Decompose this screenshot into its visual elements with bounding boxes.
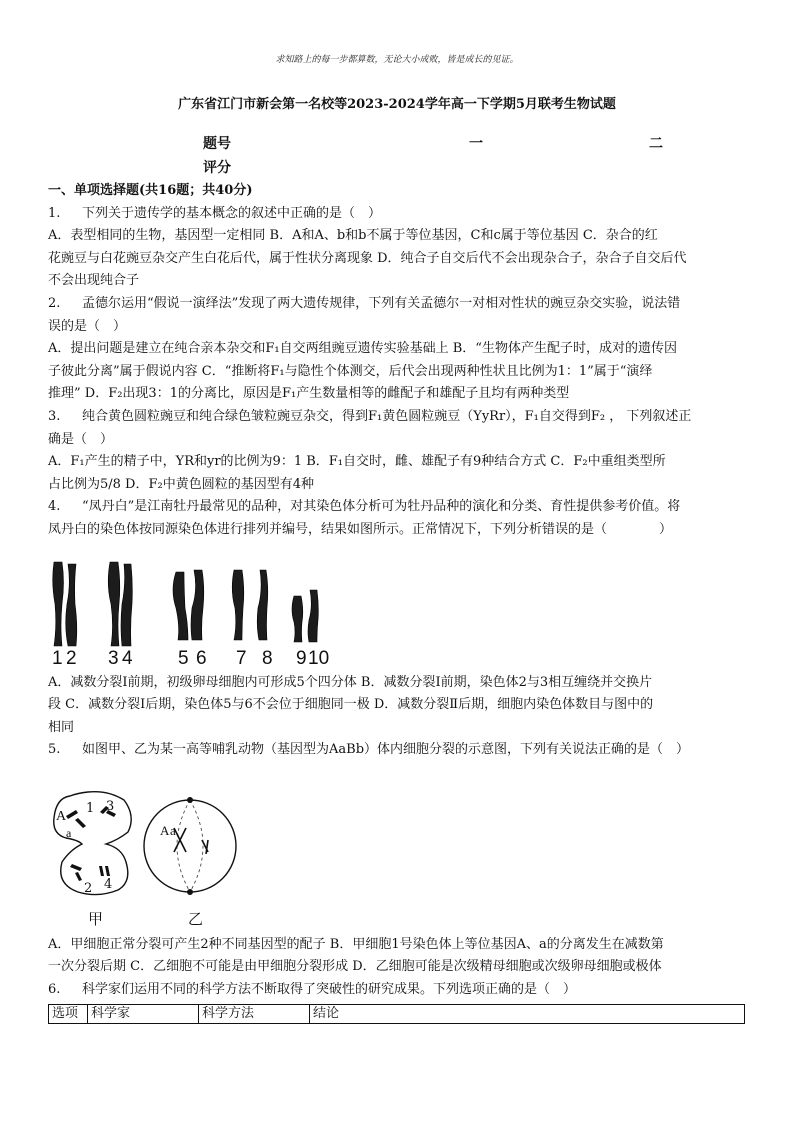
score-col-2: 二 — [649, 136, 663, 152]
cell-diagram — [48, 788, 248, 938]
chromosome-label: 7 — [236, 647, 247, 669]
chromosome-label: 9 — [296, 647, 307, 669]
karyotype-figure — [48, 542, 748, 672]
question-1-options: 不会出现纯合子 — [48, 273, 140, 289]
question-number: 6. — [48, 982, 61, 998]
question-3-options: 占比例为5/8 D．F₂中黄色圆粒的基因型有4种 — [48, 476, 314, 492]
question-4-options: A．减数分裂Ⅰ前期，初级卵母细胞内可形成5个四分体 B．减数分裂Ⅰ前期，染色体2与3相互缠绕并交换片 — [48, 674, 653, 690]
question-number: 5. — [48, 742, 61, 758]
chromosome-6 — [191, 570, 204, 640]
table-header-cell: 科学方法 — [199, 1004, 310, 1023]
chromosome-number-2: 2 — [84, 880, 93, 896]
question-text: “凤丹白”是江南牡丹最常见的品种，对其染色体分析可为牡丹品种的演化和分类、育性提供参考价值。将 — [82, 499, 681, 515]
question-1-options: A．表型相同的生物，基因型一定相同 B．A和A、b和b不属于等位基因，C和c属于等位基因 C．杂合的红 — [48, 228, 658, 244]
score-row-label: 评分 — [203, 160, 231, 176]
chromosome-label: 2 — [66, 647, 77, 669]
question-3-stem — [48, 406, 748, 429]
table-header-cell: 科学家 — [88, 1004, 199, 1023]
chromosome-number-4: 4 — [104, 876, 113, 892]
chromosome-number-3: 3 — [106, 798, 115, 814]
chromosome-label: 1 — [52, 647, 63, 669]
page-title: 广东省江门市新会第一名校等2023-2024学年高一下学期5月联考生物试题 — [178, 97, 616, 112]
cell-yi-chromosomes — [174, 828, 208, 854]
chromosome-label: 3 — [108, 647, 119, 669]
question-number: 2. — [48, 295, 61, 311]
question-5-options: 一次分裂后期 C．乙细胞不可能是由甲细胞分裂形成 D．乙细胞可能是次级精母细胞或次级卵母细胞或极体 — [48, 959, 662, 975]
table-header-row — [49, 1004, 745, 1023]
chromosome-label: 8 — [262, 647, 273, 669]
chromosome-number-1: 1 — [86, 800, 95, 816]
chromosome-9 — [292, 596, 303, 642]
gene-label-A-yi: A — [160, 822, 170, 838]
answer-options-table — [48, 1004, 745, 1024]
question-2-options: A．提出问题是建立在纯合亲本杂交和F₁自交两组豌豆遗传实验基础上 B．“生物体产生配子时，成对的遗传因 — [48, 341, 677, 357]
question-4-options: 相同 — [48, 719, 75, 735]
question-text: 如图甲、乙为某一高等哺乳动物（基因型为AaBb）体内细胞分裂的示意图，下列有关说法正确的是（ ） — [82, 742, 690, 758]
score-col-1: 一 — [469, 136, 483, 152]
chromosome-1 — [53, 562, 64, 646]
figure-label-yi: 乙 — [188, 909, 204, 928]
chromosome-label: 5 — [178, 647, 189, 669]
question-6-stem — [48, 979, 748, 1002]
motto: 求知路上的每一步都算数，无论大小成败，皆是成长的见证。 — [275, 55, 519, 65]
gene-label-a-yi: a — [170, 822, 176, 838]
score-col-label: 题号 — [203, 136, 231, 152]
gene-label-A: A — [56, 808, 67, 824]
question-5-options: A．甲细胞正常分裂可产生2种不同基因型的配子 B．甲细胞1号染色体上等位基因A、a的分离发生在减数第 — [48, 936, 664, 952]
question-number: 3. — [48, 408, 61, 424]
question-text: 下列关于遗传学的基本概念的叙述中正确的是（ ） — [82, 205, 382, 221]
cell-yi-outline — [144, 800, 236, 892]
question-1-options: 花豌豆与白花豌豆杂交产生白花后代，属于性状分离现象 D．纯合子自交后代不会出现杂合子，杂合子自交后代 — [48, 250, 687, 266]
chromosome-label: 4 — [122, 647, 133, 669]
table-header-cell: 选项 — [49, 1004, 88, 1023]
question-3-stem-cont: 确是（ ） — [48, 431, 114, 447]
question-2-stem-cont: 误的是（ ） — [48, 318, 127, 334]
chromosome-3 — [108, 562, 120, 646]
chromosome-7 — [232, 570, 244, 640]
question-2-options: 推理” D．F₂出现3：1的分离比，原因是F₁产生数量相等的雌配子和雄配子且均有两种类型 — [48, 386, 570, 402]
cell-division-figure — [48, 762, 748, 934]
question-text: 纯合黄色圆粒豌豆和纯合绿色皱粒豌豆杂交，得到F₁黄色圆粒豌豆（YyRr），F₁自交得到F₂ ， 下列叙述正 — [82, 408, 692, 424]
question-3-options: A．F₁产生的精子中，YR和yr的比例为9：1 B．F₁自交时，雌、雄配子有9种结合方式 C．F₂中重组类型所 — [48, 454, 666, 470]
exam-content — [48, 180, 748, 1024]
question-text: 科学家们运用不同的科学方法不断取得了突破性的研究成果。下列选项正确的是（ ） — [82, 982, 577, 998]
section-heading: 一、单项选择题(共16题；共40分) — [48, 183, 253, 198]
chromosome-10 — [308, 590, 318, 642]
question-number: 4. — [48, 499, 61, 515]
question-text: 孟德尔运用“假说一演绎法”发现了两大遗传规律，下列有关孟德尔一对相对性状的豌豆杂交实验，说法错 — [82, 295, 681, 311]
chromosome-label: 10 — [308, 647, 330, 669]
question-2-options: 子彼此分离”属于假说内容 C．“推断将F₁与隐性个体测交，后代会出现两种性状且比例为1：1”属于“演绎 — [48, 363, 653, 379]
question-1-stem — [48, 203, 748, 226]
question-2-stem — [48, 293, 748, 316]
question-number: 1. — [48, 205, 61, 221]
question-4-stem — [48, 496, 748, 519]
chromosome-label: 6 — [196, 647, 207, 669]
question-4-stem-cont: 凤丹白的染色体按同源染色体进行排列并编号，结果如图所示。正常情况下，下列分析错误的是（ ） — [48, 521, 673, 537]
figure-label-jia: 甲 — [88, 909, 104, 928]
chromosome-5 — [173, 572, 188, 640]
chromosome-4 — [121, 564, 132, 646]
chromosome-8 — [257, 570, 268, 640]
question-5-stem — [48, 739, 748, 762]
question-4-options: 段 C．减数分裂Ⅰ后期，染色体5与6不会位于细胞同一极 D．减数分裂Ⅱ后期，细胞内染色体数目与图中的 — [48, 697, 654, 713]
chromosome-2 — [66, 564, 77, 646]
gene-label-a: a — [66, 825, 72, 840]
table-header-cell: 结论 — [310, 1004, 745, 1023]
